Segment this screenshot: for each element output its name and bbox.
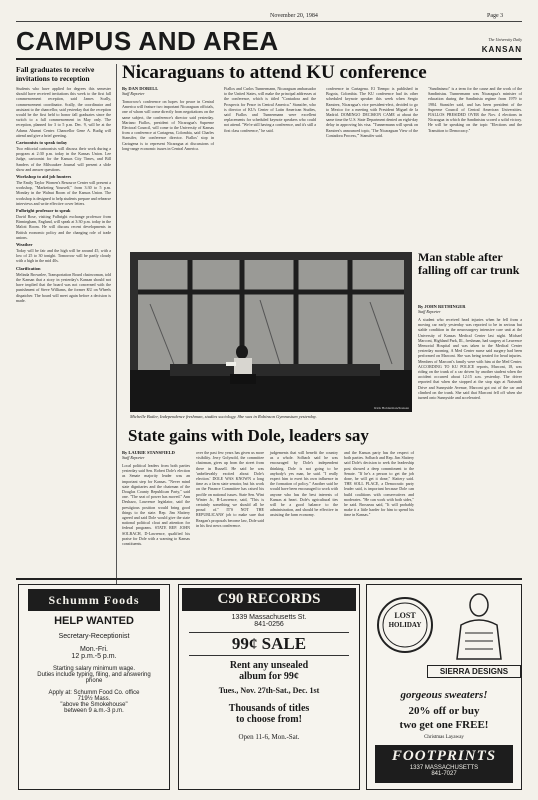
records-phone: 841-0256 — [254, 621, 284, 628]
help-line-9: between 9 a.m.-3 p.m. — [64, 708, 124, 714]
briefs-story-4: David Rose, visiting Fulbright exchange professor from Birmingham, England, will speak at 3:30 p.m. today in the Malott Room. He will discuss recent developments in British economic policy and the changing role of trade unions. — [16, 214, 111, 240]
footprints-name: FOOTPRINTS — [391, 748, 497, 764]
sweater-person-icon — [451, 591, 507, 661]
briefs-story-5: Today will be fair and the high will be around 45, with a low of 25 to 30 tonight. Tomorrow will be partly cloudy with a high in the mid 40s. — [16, 248, 111, 264]
records-sale: 99¢ SALE — [189, 632, 349, 656]
briefs-headline-1: Fall graduates to receive invitations to reception — [16, 66, 95, 83]
section-title: CAMPUS AND AREA — [16, 26, 279, 56]
records-address: 1339 Massachusetts St. — [231, 614, 307, 621]
records-title: C90 RECORDS — [182, 588, 356, 611]
photo-caption: Michelle Butler, Independence freshman, studies sociology. She was in Robinson Gymnasium yesterday. — [130, 414, 317, 419]
sierra-deal: 20% off or buy — [408, 705, 480, 717]
records-hours: Open 11-6, Mon.-Sat. — [238, 733, 300, 741]
state-story — [122, 450, 414, 572]
state-col-4: and the Kansas party has the respect of both parties. Solbach and Rep. Jim Slattery said Dole's decision to seek the leadership post showed a deep commitment to the Senate. "If he's a person to get the job done, he will get it done," Slattery said. THE SOLL PLACE, a Democratic party leader said, is important because Dole can build coalitions with conservatives and moderates. "He can work with both sides," he said. Brosseau said, "It will probably make it a little harder for him to spend his time in Kansas." — [344, 450, 414, 518]
briefs-story-3: The Emily Taylor Women's Resource Center will present a workshop, "Marketing Yourself," from 3:30 to 5 p.m. Monday in the Walnut Room of the Kansas Union. The workshop is designed to help students prepare and rehearse interviews and write effective cover letters. — [16, 180, 111, 206]
footprints-logo — [375, 745, 513, 783]
sierra-brand: SIERRA DESIGNS — [427, 665, 521, 678]
briefs-story-1: Students who have applied for degrees this semester should have received invitations this week to the first fall commencement reception, said James Scally, commencement coordinator. Scally, the coordinator and assistant to the chancellor, said yesterday that the reception would be the first held to honor fall graduates since the switch to a fall commencement in May only. The reception, planned for 3 to 5 p.m. Dec. 9, will be at the Adams Alumni Center. Chancellor Gene A. Budig will attend and give a brief greeting. — [16, 86, 111, 138]
help-line-3: 12 p.m.-5 p.m. — [71, 653, 117, 660]
lead-headline: Nicaraguans to attend KU conference — [122, 62, 427, 83]
briefs-story-6: Melinda Brownlee, Transportation Board chairwoman, told the Kansan that a story in yesterday's Kansan should not have implied that the board was not concerned with the punishment of Steve Williams, the former KU on Wheels dispatcher. The board will meet again before a decision is made. — [16, 271, 111, 303]
help-wanted-title: HELP WANTED — [54, 615, 134, 627]
page-number: Page 3 — [487, 13, 504, 19]
state-byline-role: Staff Reporter — [122, 455, 145, 460]
records-line-5: to choose from! — [236, 714, 302, 725]
news-briefs-column — [16, 66, 111, 586]
briefs-headline-3: Workshop to aid job hunters — [16, 174, 72, 180]
lead-col-2: Fiallos and Carlos Tunnermann, Nicaraguan ambassador to the United States, will make the principal addresses at the conference, which is titled "Contadora and the Prospects for Peace in Central America." Stansifer, who is director of KU's Center of Latin American Studies, said Fiallos and Tunnermann were excellent replacements for scheduled keynote speakers who could not attend. "We're still having a conference, and it's still a first class conference," he said. — [224, 86, 316, 133]
footprints-phone: 841-7027 — [431, 771, 457, 777]
lead-byline-role: Staff Reporter — [122, 91, 145, 96]
man-headline: Man stable after falling off car trunk — [418, 250, 520, 277]
man-byline: By JOHN RETHINGER — [418, 304, 466, 309]
help-line-1: Secretary-Receptionist — [58, 633, 130, 640]
lead-col-1: Tomorrow's conference on hopes for peace in Central America will feature two important Nicaraguan officials, one of whom will come directly from negotiations on the same subject, the conference's director said yesterday. Mariano Fiallos, president of Nicaragua's Supreme Electoral Council, will come to the University of Kansas from a conference at Cartagena, Colombia, said Charles Stansifer, the conference director. Fiallos' stop in Cartagena is to represent Nicaragua at discussions of long-range economic issues in Central America. — [122, 99, 214, 151]
footprints-ad — [366, 584, 522, 790]
footprints-address: 1337 MASSACHUSETTS — [409, 765, 479, 771]
lead-col-4: "Sandinismo" is a term for the cause and the work of the Sandinistas. Tunnermann was Nicaragua's minister of education during the Sandinista regime from 1979 to 1984. Stansifer said, and has been president of the Supreme Council of Central American Universities. FIALLOS PRESIDED OVER the Nov. 4 elections in Nicaragua in which the Sandinistas scored a solid victory. He will be speaking on the topic "Elections and the Transition to Democracy." — [428, 86, 522, 133]
photo-credit: Rick Holderman/Kansan — [374, 406, 409, 410]
state-col-3: judgements that will benefit the country as a whole. Solbach said he was encouraged by Dole's independent thinking. Dole is not going to be anybody's yes man, he said. "I really expect him to exert his own influence in the formation of policy." Another said he would have been encouraged to work with anyone who has the best interests of Kansas at heart. Dole's agricultural ties will be a good balance to the administration, and should be effective in assisting the farm economy. — [270, 450, 338, 518]
records-line-3: Tues., Nov. 27th-Sat., Dec. 1st — [218, 686, 320, 695]
photo-window-scene — [130, 252, 412, 412]
briefs-headline-4: Fulbright professor to speak — [16, 208, 71, 214]
help-line-7: 719½ Mass. — [77, 696, 111, 702]
records-line-1: Rent any unsealed — [229, 660, 309, 671]
news-photo — [130, 252, 412, 412]
records-ad — [178, 584, 360, 790]
state-headline: State gains with Dole, leaders say — [128, 426, 369, 445]
masthead-rule — [16, 58, 522, 60]
lead-byline: By DAN DORELL — [122, 86, 159, 91]
column-divider — [116, 64, 117, 584]
briefs-headline-5: Weather — [16, 242, 33, 248]
layaway-note: Christmas Layaway — [424, 735, 464, 740]
ads-rule — [16, 578, 522, 580]
paper-name: KANSAN — [481, 45, 522, 54]
briefs-story-2: Two editorial cartoonists will discuss their work during a program at 2:30 p.m. today in the Kansas Union. Lee Judge, cartoonist for the Kansas City Times, and Bill Sanders of the Milwaukee Journal will present a slide show and answer questions. — [16, 146, 111, 172]
man-byline-role: Staff Reporter — [418, 309, 441, 314]
issue-date: November 20, 1984 — [270, 13, 318, 19]
help-line-8: "above the Smokehouse" — [60, 702, 128, 708]
lead-story — [122, 86, 522, 248]
badge-line-1: LOST — [394, 611, 416, 620]
state-byline: By LAURIE STANSFIELD — [122, 450, 175, 455]
university-line: The University Daily — [488, 37, 522, 42]
state-col-1: Local political leaders from both parties yesterday said Sen. Robert Dole's election as Senate majority leader was an important step for Kansas. "Never mind state dignitaries and the chairman of the Douglas County Republican Party," said one. "The seat of power has moved." Ann Deshazo, Lawrence legislator, said the prestigious position would bring good things to the state. Rep. Jim Slattery agreed and said Dole would give the state national political clout and attention for federal programs. STATE REP. JOHN SOLBACH, D-Lawrence, qualified his praise for Dole with a warning to Kansas constituents. — [122, 463, 190, 547]
man-story — [418, 304, 522, 566]
schumm-logo: Schumm Foods — [28, 589, 160, 611]
man-body: A student who received head injuries when he fell from a moving car early yesterday was reported to be in serious but stable condition in the neurosurgery intensive care unit at the University of Kansas Medical Center last night. Michael Marconi, Highland Park, Ill., freshman, had surgery at Lawrence Memorial Hospital and was taken to the Medical Center yesterday morning. A Med Center nurse said surgery had been performed on Marconi. She was being treated for head injuries. Members of Marconi's family were with him at the Med Center. ACCORDING TO KU POLICE reports, Marconi, 18, was riding on the trunk of a car driven by another student when the accident occurred about 12:15 a.m. yesterday. The driver reported that when she stopped at the stop sign at Naismith Drive and Sunnyside Avenue, Marconi got out of the car and climbed on the trunk. She said that Marconi fell off when she turned onto Sunnyside and accelerated. — [418, 317, 522, 401]
help-line-6: Apply at: Schumm Food Co. office — [48, 690, 140, 696]
briefs-headline-6: Clarification — [16, 265, 41, 271]
help-line-4: Starting salary minimum wage. — [52, 666, 136, 672]
help-wanted-ad — [18, 584, 170, 790]
sierra-tagline: gorgeous sweaters! — [400, 689, 488, 701]
records-line-2: album for 99¢ — [239, 671, 299, 682]
state-col-2: over the past few years has given us more visibility. Jerry Golynold, the committee chairman, gives up from the street from there in Russell. He said he was 'unbelievably excited about Dole's election.' DOLE WAS KNOWN a long time as a farm state senator, but his work on the Finance Committee has raised his profile on national issues. State Sen. Wint Winter Jr., R-Lawrence, said, "This is certainly something we should all be proud of." IT'S NOT THE REPUBLICANS' job to make sure that Reagan's proposals become law, Dole said in his first news conference. — [196, 450, 264, 528]
help-line-2: Mon.-Fri. — [80, 646, 108, 653]
help-line-5: Duties include typing, filing, and answering phone — [37, 672, 151, 684]
briefs-headline-2: Cartoonists to speak today — [16, 140, 68, 146]
lead-col-3: conference in Cartagena. El Tiempo is published in Bogota, Colombia. The KU conference had its other scheduled keynote speaker this week when Sergio Ramirez, Nicaragua's vice president-elect, decided to go to Mexico for a meeting with President Miguel de la Madrid. DOMINGO DECISION CAME at about the same time the U.S. State Department denied an eight-day delay in approving his visa. "Tunnermann will speak on Ramirez's announced topic, 'The Nicaraguan View of the Contadora Process,'" Stansifer said. — [326, 86, 418, 138]
badge-line-2: HOLIDAY — [388, 621, 422, 629]
records-line-4: Thousands of titles — [228, 703, 310, 714]
sierra-deal-2: two get one FREE! — [399, 719, 489, 731]
